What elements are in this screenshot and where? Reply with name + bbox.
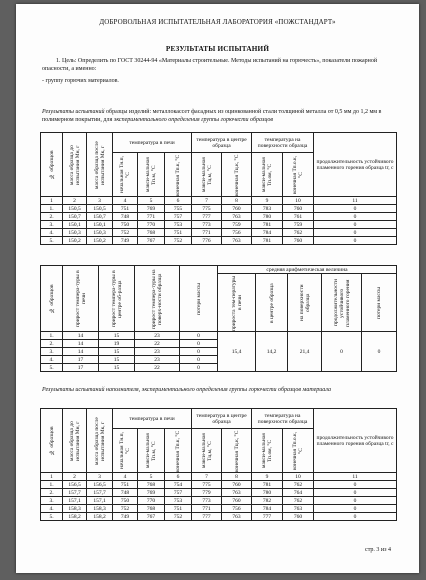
table-cell: 771 bbox=[192, 505, 222, 513]
col-avg-furnace: прироста тем-пературы в печи bbox=[230, 274, 243, 331]
table-cell: 23 bbox=[135, 356, 180, 364]
table-cell: 771 bbox=[138, 213, 165, 221]
col-number: 10 bbox=[283, 197, 314, 205]
table-cell: 150,2 bbox=[87, 237, 113, 245]
table-cell: 15 bbox=[99, 364, 135, 372]
table-cell: 763 bbox=[222, 237, 252, 245]
table-cell: 22 bbox=[135, 364, 180, 372]
table-cell: 780 bbox=[252, 213, 283, 221]
col-mass-before: масса образца до испытания Мн, г bbox=[68, 144, 81, 185]
results-table-1 bbox=[40, 132, 397, 245]
table-cell: 775 bbox=[192, 481, 222, 489]
col-duration: продолжительность устойчивого пламенного горения образца tг, с bbox=[314, 133, 397, 197]
table-cell: 3. bbox=[41, 348, 63, 356]
col-center-final: конечная Тц.к, °С bbox=[233, 429, 240, 472]
col-number: 11 bbox=[314, 473, 397, 481]
table-cell: 15 bbox=[99, 332, 135, 340]
table-cell: 17 bbox=[63, 364, 99, 372]
col-number: 5 bbox=[138, 197, 165, 205]
table-row bbox=[41, 205, 397, 213]
col-number: 9 bbox=[252, 473, 283, 481]
table-cell: 773 bbox=[192, 221, 222, 229]
table-cell: 0 bbox=[180, 356, 218, 364]
table-row bbox=[41, 332, 397, 340]
table-cell: 0 bbox=[180, 364, 218, 372]
table-cell: 751 bbox=[165, 229, 192, 237]
col-average: средняя арифметическая величина bbox=[218, 266, 397, 274]
table-cell: 768 bbox=[138, 229, 165, 237]
average-cell: 21,4 bbox=[288, 332, 322, 372]
table-cell: 762 bbox=[283, 481, 314, 489]
goal-item: - группу горючих материалов. bbox=[42, 78, 119, 84]
table-cell: 150,3 bbox=[87, 229, 113, 237]
table-cell: 761 bbox=[283, 213, 314, 221]
col-max: макси-мальная Тп.м, °С bbox=[145, 157, 157, 192]
average-cell: 0 bbox=[322, 332, 362, 372]
filler-results-paragraph: Результаты испытаний наполнителя, экспериментального определения группы горючести образцов материала bbox=[42, 387, 331, 393]
table-cell: 763 bbox=[283, 505, 314, 513]
table-cell: 2. bbox=[41, 489, 63, 497]
table-cell: 0 bbox=[314, 229, 397, 237]
table-cell: 751 bbox=[113, 481, 138, 489]
table-cell: 776 bbox=[192, 237, 222, 245]
table-cell: 767 bbox=[138, 513, 165, 521]
col-surface-max: макси-мальная Тп.ом, °С bbox=[261, 157, 274, 192]
table-cell: 1. bbox=[41, 205, 63, 213]
table-row bbox=[41, 481, 397, 489]
table-cell: 3. bbox=[41, 497, 63, 505]
table-cell: 768 bbox=[138, 481, 165, 489]
table-cell: 22 bbox=[135, 340, 180, 348]
table-cell: 762 bbox=[283, 229, 314, 237]
table-cell: 157,1 bbox=[87, 497, 113, 505]
results-paragraph bbox=[42, 108, 394, 124]
table-cell: 14 bbox=[63, 340, 99, 348]
table-cell: 781 bbox=[252, 481, 283, 489]
col-furnace: температура в печи bbox=[113, 409, 192, 429]
table-cell: 5. bbox=[41, 237, 63, 245]
table-cell: 150,1 bbox=[87, 221, 113, 229]
col-initial: начальная Тн.п, °С bbox=[119, 432, 131, 469]
table-cell: 157,7 bbox=[87, 489, 113, 497]
table-row bbox=[41, 237, 397, 245]
table-cell: 760 bbox=[222, 481, 252, 489]
col-initial: начальная Тн.п, °С bbox=[119, 156, 131, 193]
col-number: 2 bbox=[63, 197, 87, 205]
table-cell: 748 bbox=[113, 213, 138, 221]
table-cell: 752 bbox=[165, 513, 192, 521]
col-inc-surface: прирост темпера-туры на поверх-ности образца bbox=[151, 268, 163, 329]
col-number: 5 bbox=[138, 473, 165, 481]
page-title: РЕЗУЛЬТАТЫ ИСПЫТАНИЙ bbox=[165, 45, 270, 53]
table-cell: 759 bbox=[283, 221, 314, 229]
table-cell: 752 bbox=[113, 229, 138, 237]
col-inc-furnace: прирост темпера-туры в печи bbox=[74, 270, 87, 327]
col-number: 6 bbox=[165, 473, 192, 481]
table-cell: 757 bbox=[165, 213, 192, 221]
table-cell: 150,5 bbox=[63, 205, 87, 213]
table-cell: 752 bbox=[113, 505, 138, 513]
table-cell: 771 bbox=[192, 229, 222, 237]
results-label: Результаты испытаний bbox=[42, 109, 105, 115]
results-purpose: экспериментального определения группы горючести образцов bbox=[113, 117, 274, 123]
table-cell: 0 bbox=[314, 481, 397, 489]
document-page bbox=[16, 4, 419, 573]
col-final: конечная Тп.к, °С bbox=[175, 153, 182, 196]
table-cell: 748 bbox=[113, 489, 138, 497]
table-cell: 749 bbox=[113, 513, 138, 521]
table-cell: 158,3 bbox=[63, 505, 87, 513]
table-cell: 763 bbox=[222, 513, 252, 521]
col-surface: температура на поверхности образца bbox=[252, 133, 314, 153]
table-row bbox=[41, 497, 397, 505]
average-cell: 14,2 bbox=[256, 332, 288, 372]
table-cell: 777 bbox=[192, 213, 222, 221]
col-number: 4 bbox=[113, 473, 138, 481]
table-cell: 158,3 bbox=[87, 505, 113, 513]
table-cell: 1. bbox=[41, 481, 63, 489]
col-number: 7 bbox=[192, 473, 222, 481]
col-no: № образцов bbox=[48, 150, 55, 179]
table-cell: 782 bbox=[252, 497, 283, 505]
table-cell: 157,1 bbox=[63, 497, 87, 505]
col-number: 9 bbox=[252, 197, 283, 205]
table-cell: 14 bbox=[63, 332, 99, 340]
col-number: 1 bbox=[41, 473, 63, 481]
col-inc-center: прирост темпера-туры в центре об-разца bbox=[110, 270, 123, 327]
col-number: 2 bbox=[63, 473, 87, 481]
col-avg-duration: продолжительности устойчивого пламенного горения bbox=[332, 278, 351, 327]
col-number: 4 bbox=[113, 197, 138, 205]
col-avg-mass: потери массы bbox=[376, 286, 383, 319]
table-cell: 773 bbox=[192, 497, 222, 505]
table-cell: 157,7 bbox=[63, 489, 87, 497]
table-cell: 779 bbox=[192, 489, 222, 497]
table-cell: 4. bbox=[41, 356, 63, 364]
table-cell: 781 bbox=[252, 237, 283, 245]
results-text: образцы изделий: металлокассет фасадных из оцинкованной стали толщиной металла от 0,5 мм до 1,2 мм в полимерном покрытии, для bbox=[42, 109, 382, 123]
table-cell: 769 bbox=[138, 205, 165, 213]
col-number: 7 bbox=[192, 197, 222, 205]
col-max: макси-мальная Тп.м, °С bbox=[145, 433, 157, 468]
table-cell: 784 bbox=[252, 505, 283, 513]
table-cell: 150,1 bbox=[63, 221, 87, 229]
table-cell: 781 bbox=[252, 221, 283, 229]
table-cell: 780 bbox=[252, 489, 283, 497]
table-cell: 784 bbox=[252, 229, 283, 237]
table-cell: 756 bbox=[222, 229, 252, 237]
table-cell: 150,2 bbox=[63, 237, 87, 245]
col-surface-final: конечная Тп.о.к, °С bbox=[292, 431, 305, 470]
table-cell: 751 bbox=[165, 505, 192, 513]
table-cell: 768 bbox=[138, 505, 165, 513]
table-cell: 0 bbox=[314, 513, 397, 521]
col-mass-loss: потери массы bbox=[195, 282, 202, 315]
col-center-final: конечная Тц.к, °С bbox=[233, 153, 240, 196]
table-cell: 23 bbox=[135, 332, 180, 340]
table-cell: 5. bbox=[41, 364, 63, 372]
table-cell: 2. bbox=[41, 213, 63, 221]
col-avg-center: в центре образца bbox=[268, 282, 275, 323]
col-center: температура в центре образца bbox=[192, 133, 252, 153]
col-number: 1 bbox=[41, 197, 63, 205]
table-cell: 150,5 bbox=[87, 205, 113, 213]
table-cell: 0 bbox=[314, 505, 397, 513]
table-cell: 760 bbox=[222, 497, 252, 505]
table-cell: 0 bbox=[180, 332, 218, 340]
results-table-3 bbox=[40, 408, 397, 521]
table-cell: 760 bbox=[222, 205, 252, 213]
table-cell: 770 bbox=[138, 221, 165, 229]
table-row bbox=[41, 229, 397, 237]
table-cell: 150,7 bbox=[87, 213, 113, 221]
col-number: 8 bbox=[222, 197, 252, 205]
table-cell: 150,3 bbox=[63, 229, 87, 237]
table-cell: 749 bbox=[113, 237, 138, 245]
col-avg-surface: на поверхности образца bbox=[298, 284, 311, 321]
table-cell: 750 bbox=[113, 221, 138, 229]
table-cell: 0 bbox=[314, 221, 397, 229]
table-cell: 5. bbox=[41, 513, 63, 521]
table-cell: 0 bbox=[314, 213, 397, 221]
average-cell: 15,4 bbox=[218, 332, 256, 372]
results-table-2 bbox=[40, 265, 397, 372]
table-cell: 757 bbox=[165, 489, 192, 497]
table-cell: 760 bbox=[283, 205, 314, 213]
table-row bbox=[41, 221, 397, 229]
lab-header: ДОБРОВОЛЬНАЯ ИСПЫТАТЕЛЬНАЯ ЛАБОРАТОРИЯ «ПОЖСТАНДАРТ» bbox=[99, 18, 336, 26]
table-cell: 158,2 bbox=[63, 513, 87, 521]
col-center: температура в центре образца bbox=[192, 409, 252, 429]
table-cell: 156,5 bbox=[63, 481, 87, 489]
col-no: № образцов bbox=[48, 284, 55, 313]
table-cell: 754 bbox=[165, 481, 192, 489]
table-row bbox=[41, 513, 397, 521]
table-cell: 752 bbox=[165, 237, 192, 245]
col-duration: продолжительность устойчивого пламенного горения образца tг, с bbox=[314, 409, 397, 473]
table-cell: 753 bbox=[165, 221, 192, 229]
table-cell: 777 bbox=[192, 513, 222, 521]
table-cell: 156,5 bbox=[87, 481, 113, 489]
table-cell: 23 bbox=[135, 348, 180, 356]
table-cell: 150,7 bbox=[63, 213, 87, 221]
col-mass-after: масса образца после испытания Мк, г bbox=[93, 140, 106, 189]
table-cell: 756 bbox=[222, 505, 252, 513]
col-surface: температура на поверхности образца bbox=[252, 409, 314, 429]
table-cell: 4. bbox=[41, 229, 63, 237]
table-cell: 15 bbox=[99, 356, 135, 364]
table-cell: 783 bbox=[252, 205, 283, 213]
table-row bbox=[41, 505, 397, 513]
col-mass-before: масса образца до испытания Мн, г bbox=[68, 420, 81, 461]
col-number: 10 bbox=[283, 473, 314, 481]
table-cell: 767 bbox=[138, 237, 165, 245]
table-cell: 0 bbox=[314, 497, 397, 505]
average-cell: 0 bbox=[362, 332, 397, 372]
table-cell: 759 bbox=[222, 221, 252, 229]
col-surface-max: макси-мальная Тп.ом, °С bbox=[261, 433, 274, 468]
col-mass-after: масса образца после испытания Мк, г bbox=[93, 416, 106, 465]
table-cell: 14 bbox=[63, 348, 99, 356]
table-cell: 0 bbox=[314, 237, 397, 245]
table-cell: 753 bbox=[165, 497, 192, 505]
table-cell: 750 bbox=[113, 497, 138, 505]
table-cell: 760 bbox=[283, 237, 314, 245]
col-number: 3 bbox=[87, 197, 113, 205]
col-number: 11 bbox=[314, 197, 397, 205]
table-cell: 760 bbox=[283, 513, 314, 521]
table-cell: 769 bbox=[138, 489, 165, 497]
table-cell: 751 bbox=[113, 205, 138, 213]
col-no: № образцов bbox=[48, 426, 55, 455]
col-surface-final: конечная Тп.о.к, °С bbox=[292, 155, 305, 194]
table-cell: 762 bbox=[283, 497, 314, 505]
col-furnace: температура в печи bbox=[113, 133, 192, 153]
table-cell: 763 bbox=[222, 489, 252, 497]
table-cell: 763 bbox=[222, 213, 252, 221]
table-cell: 15 bbox=[99, 348, 135, 356]
table-cell: 764 bbox=[283, 489, 314, 497]
page-number: стр. 3 из 4 bbox=[365, 547, 391, 553]
table-cell: 19 bbox=[99, 340, 135, 348]
table-cell: 4. bbox=[41, 505, 63, 513]
table-cell: 1. bbox=[41, 332, 63, 340]
table-cell: 17 bbox=[63, 356, 99, 364]
col-final: конечная Тп.к, °С bbox=[175, 429, 182, 472]
table-cell: 777 bbox=[252, 513, 283, 521]
col-number: 6 bbox=[165, 197, 192, 205]
table-cell: 158,2 bbox=[87, 513, 113, 521]
col-number: 8 bbox=[222, 473, 252, 481]
table-cell: 0 bbox=[314, 205, 397, 213]
col-center-max: макси-мальная Тц.м, °С bbox=[200, 157, 213, 192]
table-row bbox=[41, 213, 397, 221]
table-cell: 0 bbox=[314, 489, 397, 497]
col-number: 3 bbox=[87, 473, 113, 481]
table-cell: 3. bbox=[41, 221, 63, 229]
table-cell: 755 bbox=[165, 205, 192, 213]
goal-paragraph: 1. Цель: Определить по ГОСТ 30244-94 «Материалы строительные. Методы испытаний на горючесть», показатели пожарной опасности, а именно: bbox=[42, 58, 378, 72]
table-cell: 2. bbox=[41, 340, 63, 348]
table-cell: 775 bbox=[192, 205, 222, 213]
table-row bbox=[41, 489, 397, 497]
table-cell: 770 bbox=[138, 497, 165, 505]
col-center-max: макси-мальная Тц.м, °С bbox=[200, 433, 213, 468]
table-cell: 0 bbox=[180, 348, 218, 356]
table-cell: 0 bbox=[180, 340, 218, 348]
